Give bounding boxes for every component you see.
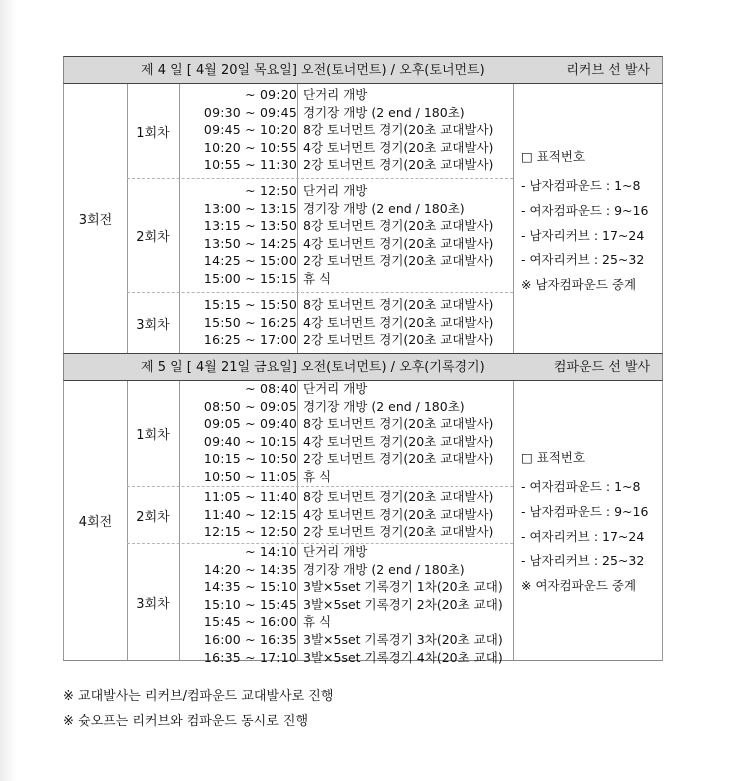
event-cell: 3발×5set 기록경기 2차(20초 교대) [303,596,503,612]
event-cell: 경기장 개방 (2 end / 180초) [303,398,465,414]
event-cell: 경기장 개방 (2 end / 180초) [303,561,465,577]
schedule-row [179,331,513,349]
session [127,293,513,353]
schedule-row [179,578,513,596]
time-cell: 10:55 ~ 11:30 [203,157,297,173]
time-cell: 10:15 ~ 10:50 [203,451,297,467]
time-cell: 13:00 ~ 13:15 [203,200,297,216]
schedule-row [179,314,513,332]
event-cell: 경기장 개방 (2 end / 180초) [303,200,465,216]
schedule-row [179,649,513,667]
time-cell: 09:30 ~ 09:45 [203,104,297,120]
time-cell: 10:20 ~ 10:55 [203,139,297,155]
time-cell: 16:25 ~ 17:00 [203,332,297,348]
event-cell: 2강 토너먼트 경기(20초 교대발사) [303,332,494,348]
schedule-row [179,139,513,157]
round-label: 3회전 [78,213,113,228]
time-cell: 15:10 ~ 15:45 [203,596,297,612]
event-cell: 3발×5set 기록경기 4차(20초 교대) [303,649,503,665]
session-label: 2회차 [136,509,170,525]
event-cell: 8강 토너먼트 경기(20초 교대발사) [303,122,494,138]
note-title: □ 표적번호 [521,149,586,164]
schedule-row [179,523,513,541]
session-label: 3회차 [136,317,170,333]
day-block [63,84,663,353]
schedule-table [63,56,663,665]
schedule-row [179,182,513,200]
session-label: 1회차 [136,428,170,443]
day-note: 리커브 선 발사 [566,63,650,78]
time-cell: 09:45 ~ 10:20 [203,122,297,138]
schedule-row [179,468,513,486]
event-cell: 8강 토너먼트 경기(20초 교대발사) [303,218,494,234]
schedule-row [179,596,513,614]
event-cell: 휴 식 [303,270,332,286]
column-divider [513,381,514,660]
time-cell: 11:40 ~ 12:15 [203,506,297,522]
day-header [63,56,663,84]
note-line: ※ 남자컴파운드 중계 [521,277,637,293]
event-cell: 3발×5set 기록경기 3차(20초 교대) [303,631,503,647]
event-cell: 단거리 개방 [303,381,368,396]
time-cell: 15:50 ~ 16:25 [203,314,297,330]
event-cell: 2강 토너먼트 경기(20초 교대발사) [303,524,494,540]
session [127,179,513,293]
schedule-row [179,252,513,270]
day-header [63,353,663,381]
schedule-row [179,200,513,218]
day-title: 제 4 일 [ 4월 20일 목요일] 오전(토너먼트) / 오후(토너먼트) [141,63,485,78]
event-cell: 4강 토너먼트 경기(20초 교대발사) [303,314,494,330]
event-cell: 8강 토너먼트 경기(20초 교대발사) [303,297,494,312]
day-block [63,381,663,665]
event-cell: 4강 토너먼트 경기(20초 교대발사) [303,139,494,155]
note-line: - 남자컴파운드 : 9~16 [521,503,649,519]
schedule-row [179,104,513,122]
time-cell: 12:15 ~ 12:50 [203,524,297,540]
session [127,84,513,179]
time-cell: 13:50 ~ 14:25 [203,235,297,251]
time-cell: 09:40 ~ 10:15 [203,433,297,449]
time-cell: 11:05 ~ 11:40 [203,489,297,504]
footnote: ※ 슛오프는 리커브와 컴파운드 동시로 진행 [63,714,309,729]
note-line: - 여자리커브 : 17~24 [521,528,645,544]
schedule-row [179,398,513,416]
time-cell: ~ 12:50 [245,183,297,198]
time-cell: 15:15 ~ 15:50 [203,297,297,312]
event-cell: 휴 식 [303,468,332,484]
event-cell: 2강 토너먼트 경기(20초 교대발사) [303,451,494,467]
day-title: 제 5 일 [ 4월 21일 금요일] 오전(토너먼트) / 오후(기록경기) [141,360,485,375]
schedule-row [179,561,513,579]
schedule-row [179,296,513,314]
column-divider [513,84,514,353]
session-label: 2회차 [136,230,170,245]
schedule-row [179,450,513,468]
event-cell: 단거리 개방 [303,87,368,102]
page-edge [0,0,16,781]
time-cell: 09:05 ~ 09:40 [203,416,297,432]
note-line: - 여자리커브 : 25~32 [521,252,645,268]
note-line: - 남자컴파운드 : 1~8 [521,178,641,193]
schedule-row [179,217,513,235]
day-note: 컴파운드 선 발사 [553,360,650,375]
schedule-row [179,235,513,253]
time-cell: 13:15 ~ 13:50 [203,218,297,234]
time-cell: 14:25 ~ 15:00 [203,253,297,269]
time-cell: 14:20 ~ 14:35 [203,561,297,577]
schedule-row [179,488,513,506]
schedule-row [179,121,513,139]
target-number-note [521,445,661,599]
note-line: - 여자컴파운드 : 1~8 [521,479,641,494]
time-cell: 16:00 ~ 16:35 [203,631,297,647]
time-cell: ~ 14:10 [245,544,297,559]
session-label: 1회차 [136,125,170,141]
event-cell: 4강 토너먼트 경기(20초 교대발사) [303,433,494,449]
time-cell: 08:50 ~ 09:05 [203,398,297,414]
note-line: - 남자리커브 : 25~32 [521,553,645,569]
note-title: □ 표적번호 [521,450,586,465]
event-cell: 2강 토너먼트 경기(20초 교대발사) [303,253,494,269]
schedule-row [179,156,513,174]
event-cell: 휴 식 [303,614,332,630]
time-cell: ~ 09:20 [245,87,297,102]
schedule-row [179,380,513,398]
note-line: - 여자컴파운드 : 9~16 [521,202,649,218]
schedule-row [179,415,513,433]
event-cell: 단거리 개방 [303,544,368,559]
event-cell: 단거리 개방 [303,183,368,198]
event-cell: 8강 토너먼트 경기(20초 교대발사) [303,489,494,504]
schedule-row [179,613,513,631]
note-line: - 남자리커브 : 17~24 [521,227,645,243]
schedule-row [179,86,513,104]
session [127,381,513,487]
event-cell: 4강 토너먼트 경기(20초 교대발사) [303,235,494,251]
session-label: 3회차 [136,596,170,612]
event-cell: 8강 토너먼트 경기(20초 교대발사) [303,416,494,432]
round-label: 4회전 [78,515,113,530]
schedule-row [179,631,513,649]
time-cell: 16:35 ~ 17:10 [203,649,297,665]
footnote: ※ 교대발사는 리커브/컴파운드 교대발사로 진행 [63,689,334,704]
schedule-row [179,506,513,524]
schedule-row [179,433,513,451]
event-cell: 4강 토너먼트 경기(20초 교대발사) [303,506,494,522]
session [127,544,513,665]
time-cell: 10:50 ~ 11:05 [203,468,297,484]
target-number-note [521,144,661,298]
time-cell: 15:45 ~ 16:00 [203,614,297,630]
time-cell: 14:35 ~ 15:10 [203,579,297,595]
event-cell: 3발×5set 기록경기 1차(20초 교대) [303,579,503,595]
event-cell: 2강 토너먼트 경기(20초 교대발사) [303,157,494,173]
time-cell: 15:00 ~ 15:15 [203,270,297,286]
session [127,487,513,544]
note-line: ※ 여자컴파운드 중계 [521,578,637,594]
schedule-row [179,270,513,288]
schedule-row [179,543,513,561]
event-cell: 경기장 개방 (2 end / 180초) [303,104,465,120]
time-cell: ~ 08:40 [245,381,297,396]
